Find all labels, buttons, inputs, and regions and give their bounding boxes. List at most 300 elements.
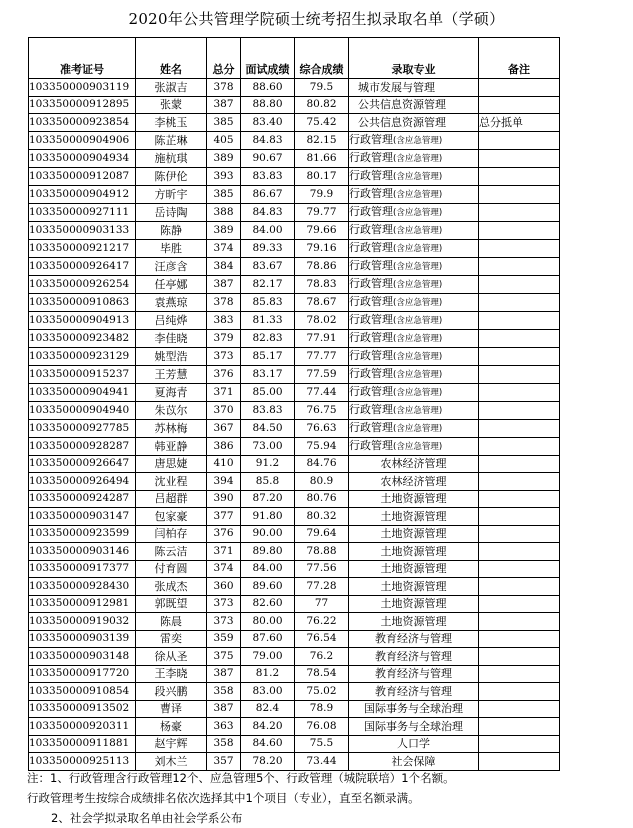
cell-composite: 76.2 bbox=[295, 648, 349, 666]
cell-interview: 89.80 bbox=[241, 543, 295, 561]
table-row bbox=[29, 79, 560, 97]
cell-interview: 91.2 bbox=[241, 455, 295, 473]
header-remark: 备注 bbox=[479, 38, 560, 79]
cell-exam-id: 103350000925113 bbox=[29, 753, 136, 771]
cell-name: 刘木兰 bbox=[136, 753, 207, 771]
major-note: (含应急管理) bbox=[393, 315, 443, 326]
cell-total: 359 bbox=[207, 630, 241, 648]
cell-remark bbox=[479, 683, 560, 701]
cell-major bbox=[349, 79, 479, 97]
header-name: 姓名 bbox=[136, 38, 207, 79]
cell-interview: 81.2 bbox=[241, 665, 295, 683]
cell-remark bbox=[479, 167, 560, 185]
cell-interview: 79.00 bbox=[241, 648, 295, 666]
table-row bbox=[29, 525, 560, 543]
major-note: (含应急管理) bbox=[393, 441, 443, 452]
cell-major bbox=[349, 347, 479, 365]
cell-remark bbox=[479, 131, 560, 149]
cell-interview: 87.60 bbox=[241, 630, 295, 648]
cell-total: 394 bbox=[207, 473, 241, 491]
cell-exam-id: 103350000903119 bbox=[29, 79, 136, 97]
major-note: (含应急管理) bbox=[393, 423, 443, 434]
cell-exam-id: 103350000904940 bbox=[29, 401, 136, 419]
cell-major bbox=[349, 578, 479, 596]
cell-exam-id: 103350000913502 bbox=[29, 700, 136, 718]
cell-major bbox=[349, 383, 479, 401]
cell-name: 苏林梅 bbox=[136, 419, 207, 437]
cell-major bbox=[349, 735, 479, 753]
cell-exam-id: 103350000911881 bbox=[29, 735, 136, 753]
cell-composite: 75.5 bbox=[295, 735, 349, 753]
table-row bbox=[29, 508, 560, 526]
cell-composite: 78.54 bbox=[295, 665, 349, 683]
cell-total: 393 bbox=[207, 167, 241, 185]
cell-name: 任亭娜 bbox=[136, 275, 207, 293]
cell-interview: 90.00 bbox=[241, 525, 295, 543]
table-row bbox=[29, 718, 560, 736]
major-label: 行政管理 bbox=[349, 438, 393, 452]
cell-remark bbox=[479, 401, 560, 419]
major-label: 国际事务与全球治理 bbox=[364, 719, 463, 733]
cell-interview: 90.67 bbox=[241, 149, 295, 167]
cell-name: 包家豪 bbox=[136, 508, 207, 526]
cell-composite: 80.32 bbox=[295, 508, 349, 526]
major-note: (含应急管理) bbox=[393, 135, 443, 146]
major-label: 行政管理 bbox=[349, 168, 393, 182]
table-row bbox=[29, 329, 560, 347]
major-label: 教育经济与管理 bbox=[375, 684, 452, 698]
cell-remark bbox=[479, 525, 560, 543]
major-label: 行政管理 bbox=[349, 240, 393, 254]
cell-composite: 80.9 bbox=[295, 473, 349, 491]
cell-exam-id: 103350000917377 bbox=[29, 560, 136, 578]
cell-remark bbox=[479, 700, 560, 718]
cell-major bbox=[349, 718, 479, 736]
cell-interview: 91.80 bbox=[241, 508, 295, 526]
cell-interview: 86.67 bbox=[241, 185, 295, 203]
cell-major bbox=[349, 508, 479, 526]
cell-composite: 80.17 bbox=[295, 167, 349, 185]
cell-interview: 84.60 bbox=[241, 735, 295, 753]
cell-interview: 88.80 bbox=[241, 96, 295, 114]
footnotes bbox=[27, 768, 617, 828]
cell-name: 唐思婕 bbox=[136, 455, 207, 473]
cell-interview: 82.60 bbox=[241, 595, 295, 613]
cell-interview: 82.17 bbox=[241, 275, 295, 293]
cell-exam-id: 103350000903147 bbox=[29, 508, 136, 526]
cell-composite: 84.76 bbox=[295, 455, 349, 473]
cell-name: 李佳晓 bbox=[136, 329, 207, 347]
cell-remark bbox=[479, 365, 560, 383]
table-row bbox=[29, 185, 560, 203]
cell-total: 363 bbox=[207, 718, 241, 736]
cell-total: 378 bbox=[207, 293, 241, 311]
cell-major bbox=[349, 167, 479, 185]
cell-remark bbox=[479, 508, 560, 526]
cell-name: 付育圆 bbox=[136, 560, 207, 578]
table-row bbox=[29, 114, 560, 132]
cell-composite: 77.56 bbox=[295, 560, 349, 578]
cell-name: 陈伊伦 bbox=[136, 167, 207, 185]
table-row bbox=[29, 383, 560, 401]
cell-exam-id: 103350000926494 bbox=[29, 473, 136, 491]
major-label: 土地资源管理 bbox=[380, 492, 447, 506]
cell-remark bbox=[479, 613, 560, 631]
cell-total: 375 bbox=[207, 648, 241, 666]
cell-interview: 89.60 bbox=[241, 578, 295, 596]
cell-exam-id: 103350000919032 bbox=[29, 613, 136, 631]
cell-interview: 84.83 bbox=[241, 203, 295, 221]
major-label: 土地资源管理 bbox=[380, 614, 447, 628]
cell-name: 汪彦含 bbox=[136, 257, 207, 275]
cell-major bbox=[349, 275, 479, 293]
cell-total: 371 bbox=[207, 383, 241, 401]
footnote-3: 2、社会学拟录取名单由社会学系公布 bbox=[51, 811, 243, 825]
major-label: 行政管理 bbox=[349, 420, 393, 434]
cell-name: 王芳慧 bbox=[136, 365, 207, 383]
cell-composite: 77.59 bbox=[295, 365, 349, 383]
cell-total: 389 bbox=[207, 221, 241, 239]
cell-interview: 83.00 bbox=[241, 683, 295, 701]
major-note: (含应急管理) bbox=[393, 297, 443, 308]
major-label: 行政管理 bbox=[349, 384, 393, 398]
table-row bbox=[29, 401, 560, 419]
cell-name: 韩亚静 bbox=[136, 437, 207, 455]
table-row bbox=[29, 149, 560, 167]
cell-remark: 总分抵单 bbox=[479, 114, 560, 132]
cell-total: 376 bbox=[207, 525, 241, 543]
major-label: 人口学 bbox=[397, 737, 430, 751]
cell-composite: 76.75 bbox=[295, 401, 349, 419]
major-label: 公共信息资源管理 bbox=[358, 115, 446, 129]
cell-composite: 76.22 bbox=[295, 613, 349, 631]
cell-name: 陈晨 bbox=[136, 613, 207, 631]
cell-major bbox=[349, 257, 479, 275]
cell-remark bbox=[479, 665, 560, 683]
cell-remark bbox=[479, 578, 560, 596]
cell-name: 王李晓 bbox=[136, 665, 207, 683]
cell-interview: 83.83 bbox=[241, 167, 295, 185]
cell-composite: 77.77 bbox=[295, 347, 349, 365]
table-row bbox=[29, 167, 560, 185]
table-row bbox=[29, 543, 560, 561]
cell-composite: 78.02 bbox=[295, 311, 349, 329]
major-label: 国际事务与全球治理 bbox=[364, 702, 463, 716]
cell-remark bbox=[479, 455, 560, 473]
cell-exam-id: 103350000923482 bbox=[29, 329, 136, 347]
table-row bbox=[29, 595, 560, 613]
cell-interview: 83.83 bbox=[241, 401, 295, 419]
cell-interview: 83.40 bbox=[241, 114, 295, 132]
admission-table bbox=[28, 37, 560, 771]
major-label: 行政管理 bbox=[349, 132, 393, 146]
cell-interview: 81.33 bbox=[241, 311, 295, 329]
cell-name: 朱苡尔 bbox=[136, 401, 207, 419]
cell-total: 387 bbox=[207, 665, 241, 683]
table-row bbox=[29, 735, 560, 753]
major-label: 行政管理 bbox=[349, 348, 393, 362]
table-row bbox=[29, 347, 560, 365]
cell-total: 378 bbox=[207, 79, 241, 97]
major-label: 农林经济管理 bbox=[380, 457, 447, 471]
cell-interview: 78.20 bbox=[241, 753, 295, 771]
table-row bbox=[29, 578, 560, 596]
cell-name: 陈芷琳 bbox=[136, 131, 207, 149]
cell-interview: 85.8 bbox=[241, 473, 295, 491]
major-note: (含应急管理) bbox=[393, 189, 443, 200]
major-note: (含应急管理) bbox=[393, 153, 443, 164]
cell-name: 张淑吉 bbox=[136, 79, 207, 97]
major-label: 行政管理 bbox=[349, 312, 393, 326]
table-row bbox=[29, 648, 560, 666]
cell-exam-id: 103350000912087 bbox=[29, 167, 136, 185]
header-total: 总分 bbox=[207, 38, 241, 79]
cell-name: 岳诗陶 bbox=[136, 203, 207, 221]
major-note: (含应急管理) bbox=[393, 261, 443, 272]
cell-exam-id: 103350000923599 bbox=[29, 525, 136, 543]
major-note: (含应急管理) bbox=[393, 387, 443, 398]
cell-total: 358 bbox=[207, 735, 241, 753]
cell-exam-id: 103350000903146 bbox=[29, 543, 136, 561]
major-label: 土地资源管理 bbox=[380, 579, 447, 593]
cell-name: 施杭琪 bbox=[136, 149, 207, 167]
cell-remark bbox=[479, 383, 560, 401]
cell-remark bbox=[479, 630, 560, 648]
cell-remark bbox=[479, 185, 560, 203]
header-major: 录取专业 bbox=[349, 38, 479, 79]
table-row bbox=[29, 365, 560, 383]
cell-major bbox=[349, 595, 479, 613]
cell-interview: 84.50 bbox=[241, 419, 295, 437]
cell-name: 徐从圣 bbox=[136, 648, 207, 666]
cell-exam-id: 103350000923129 bbox=[29, 347, 136, 365]
cell-composite: 79.9 bbox=[295, 185, 349, 203]
cell-remark bbox=[479, 419, 560, 437]
table-row bbox=[29, 665, 560, 683]
cell-name: 方昕宇 bbox=[136, 185, 207, 203]
cell-composite: 80.82 bbox=[295, 96, 349, 114]
major-label: 行政管理 bbox=[349, 186, 393, 200]
cell-total: 387 bbox=[207, 700, 241, 718]
cell-composite: 79.64 bbox=[295, 525, 349, 543]
cell-total: 388 bbox=[207, 203, 241, 221]
major-label: 公共信息资源管理 bbox=[358, 98, 446, 112]
cell-composite: 81.66 bbox=[295, 149, 349, 167]
cell-remark bbox=[479, 96, 560, 114]
cell-major bbox=[349, 221, 479, 239]
cell-total: 384 bbox=[207, 257, 241, 275]
cell-major bbox=[349, 365, 479, 383]
cell-total: 373 bbox=[207, 595, 241, 613]
cell-exam-id: 103350000928287 bbox=[29, 437, 136, 455]
cell-interview: 88.60 bbox=[241, 79, 295, 97]
cell-composite: 77 bbox=[295, 595, 349, 613]
table-row bbox=[29, 455, 560, 473]
cell-total: 383 bbox=[207, 311, 241, 329]
cell-exam-id: 103350000921217 bbox=[29, 239, 136, 257]
cell-exam-id: 103350000910863 bbox=[29, 293, 136, 311]
cell-interview: 84.00 bbox=[241, 560, 295, 578]
major-note: (含应急管理) bbox=[393, 207, 443, 218]
table-row bbox=[29, 437, 560, 455]
cell-composite: 78.88 bbox=[295, 543, 349, 561]
table-row bbox=[29, 683, 560, 701]
cell-interview: 83.67 bbox=[241, 257, 295, 275]
cell-major bbox=[349, 455, 479, 473]
major-label: 行政管理 bbox=[349, 402, 393, 416]
cell-composite: 75.94 bbox=[295, 437, 349, 455]
cell-name: 杨豪 bbox=[136, 718, 207, 736]
cell-total: 357 bbox=[207, 753, 241, 771]
cell-total: 371 bbox=[207, 543, 241, 561]
cell-name: 张成杰 bbox=[136, 578, 207, 596]
cell-name: 雷奕 bbox=[136, 630, 207, 648]
cell-name: 陈云洁 bbox=[136, 543, 207, 561]
cell-major bbox=[349, 437, 479, 455]
cell-remark bbox=[479, 239, 560, 257]
cell-major bbox=[349, 543, 479, 561]
major-label: 农林经济管理 bbox=[380, 474, 447, 488]
cell-remark bbox=[479, 311, 560, 329]
cell-interview: 82.83 bbox=[241, 329, 295, 347]
major-label: 土地资源管理 bbox=[380, 597, 447, 611]
cell-name: 吕纯烨 bbox=[136, 311, 207, 329]
cell-major bbox=[349, 613, 479, 631]
major-label: 行政管理 bbox=[349, 150, 393, 164]
cell-exam-id: 103350000927111 bbox=[29, 203, 136, 221]
cell-major bbox=[349, 419, 479, 437]
cell-name: 沈业程 bbox=[136, 473, 207, 491]
header-composite: 综合成绩 bbox=[295, 38, 349, 79]
major-label: 社会保障 bbox=[391, 754, 436, 768]
cell-major bbox=[349, 185, 479, 203]
cell-composite: 76.54 bbox=[295, 630, 349, 648]
cell-exam-id: 103350000903148 bbox=[29, 648, 136, 666]
cell-remark bbox=[479, 347, 560, 365]
cell-exam-id: 103350000917720 bbox=[29, 665, 136, 683]
cell-major bbox=[349, 630, 479, 648]
cell-exam-id: 103350000904906 bbox=[29, 131, 136, 149]
cell-composite: 77.28 bbox=[295, 578, 349, 596]
cell-exam-id: 103350000926417 bbox=[29, 257, 136, 275]
cell-composite: 79.77 bbox=[295, 203, 349, 221]
cell-major bbox=[349, 490, 479, 508]
cell-composite: 77.44 bbox=[295, 383, 349, 401]
cell-total: 376 bbox=[207, 365, 241, 383]
cell-exam-id: 103350000927785 bbox=[29, 419, 136, 437]
table-row bbox=[29, 239, 560, 257]
cell-interview: 80.00 bbox=[241, 613, 295, 631]
table-row bbox=[29, 293, 560, 311]
cell-major bbox=[349, 149, 479, 167]
cell-exam-id: 103350000904913 bbox=[29, 311, 136, 329]
cell-composite: 77.91 bbox=[295, 329, 349, 347]
major-label: 土地资源管理 bbox=[380, 509, 447, 523]
cell-major bbox=[349, 525, 479, 543]
major-label: 教育经济与管理 bbox=[375, 632, 452, 646]
table-row bbox=[29, 257, 560, 275]
cell-total: 373 bbox=[207, 613, 241, 631]
major-label: 行政管理 bbox=[349, 222, 393, 236]
cell-name: 张蒙 bbox=[136, 96, 207, 114]
cell-name: 赵宇辉 bbox=[136, 735, 207, 753]
major-label: 行政管理 bbox=[349, 366, 393, 380]
cell-total: 370 bbox=[207, 401, 241, 419]
cell-major bbox=[349, 203, 479, 221]
cell-total: 374 bbox=[207, 239, 241, 257]
cell-remark bbox=[479, 718, 560, 736]
cell-exam-id: 103350000920311 bbox=[29, 718, 136, 736]
major-label: 行政管理 bbox=[349, 204, 393, 218]
major-note: (含应急管理) bbox=[393, 171, 443, 182]
cell-remark bbox=[479, 473, 560, 491]
cell-major bbox=[349, 131, 479, 149]
table-row bbox=[29, 96, 560, 114]
major-note: (含应急管理) bbox=[393, 351, 443, 362]
cell-composite: 79.16 bbox=[295, 239, 349, 257]
table-row bbox=[29, 613, 560, 631]
cell-exam-id: 103350000915237 bbox=[29, 365, 136, 383]
cell-exam-id: 103350000923854 bbox=[29, 114, 136, 132]
cell-total: 410 bbox=[207, 455, 241, 473]
cell-remark bbox=[479, 221, 560, 239]
cell-name: 郭既望 bbox=[136, 595, 207, 613]
cell-major bbox=[349, 114, 479, 132]
cell-total: 386 bbox=[207, 437, 241, 455]
cell-interview: 87.20 bbox=[241, 490, 295, 508]
cell-remark bbox=[479, 735, 560, 753]
cell-name: 曹译 bbox=[136, 700, 207, 718]
cell-composite: 76.08 bbox=[295, 718, 349, 736]
major-label: 行政管理 bbox=[349, 276, 393, 290]
cell-name: 陈静 bbox=[136, 221, 207, 239]
cell-interview: 84.83 bbox=[241, 131, 295, 149]
cell-exam-id: 103350000910854 bbox=[29, 683, 136, 701]
cell-major bbox=[349, 329, 479, 347]
cell-interview: 85.83 bbox=[241, 293, 295, 311]
footnote-2: 行政管理考生按综合成绩排名依次选择其中1个项目（专业），直至名额录满。 bbox=[27, 791, 420, 805]
cell-total: 373 bbox=[207, 347, 241, 365]
cell-remark bbox=[479, 437, 560, 455]
table-row bbox=[29, 700, 560, 718]
cell-composite: 76.63 bbox=[295, 419, 349, 437]
cell-composite: 80.76 bbox=[295, 490, 349, 508]
major-note: (含应急管理) bbox=[393, 243, 443, 254]
cell-remark bbox=[479, 543, 560, 561]
major-label: 土地资源管理 bbox=[380, 544, 447, 558]
table-row bbox=[29, 311, 560, 329]
cell-total: 389 bbox=[207, 149, 241, 167]
cell-exam-id: 103350000926254 bbox=[29, 275, 136, 293]
cell-interview: 83.17 bbox=[241, 365, 295, 383]
table-row bbox=[29, 275, 560, 293]
cell-major bbox=[349, 683, 479, 701]
cell-major bbox=[349, 473, 479, 491]
cell-total: 377 bbox=[207, 508, 241, 526]
cell-major bbox=[349, 648, 479, 666]
cell-remark bbox=[479, 79, 560, 97]
cell-name: 吕超群 bbox=[136, 490, 207, 508]
table-row bbox=[29, 630, 560, 648]
cell-major bbox=[349, 96, 479, 114]
table-row bbox=[29, 473, 560, 491]
cell-exam-id: 103350000903133 bbox=[29, 221, 136, 239]
major-label: 土地资源管理 bbox=[380, 527, 447, 541]
cell-exam-id: 103350000928430 bbox=[29, 578, 136, 596]
major-label: 教育经济与管理 bbox=[375, 667, 452, 681]
cell-total: 405 bbox=[207, 131, 241, 149]
cell-interview: 89.33 bbox=[241, 239, 295, 257]
